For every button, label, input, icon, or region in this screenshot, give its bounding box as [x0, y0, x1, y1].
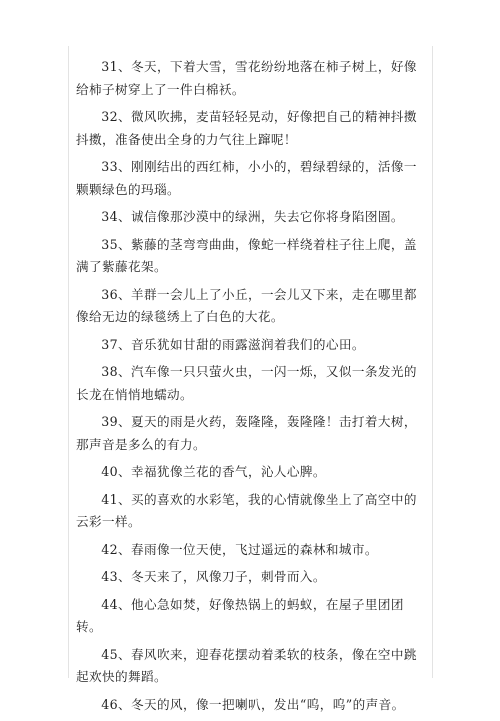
- list-item: 31、冬天，下着大雪，雪花纷纷地落在柿子树上，好像给柿子树穿上了一件白棉袄。: [76, 59, 417, 97]
- list-item: 36、羊群一会儿上了小丘，一会儿又下来，走在哪里都像给无边的绿毯绣上了白色的大花。: [76, 286, 417, 324]
- list-item: 33、刚刚结出的西红柿，小小的，碧绿碧绿的，活像一颗颗绿色的玛瑙。: [76, 159, 417, 197]
- list-item: 43、冬天来了，风像刀子，刺骨而入。: [101, 569, 326, 584]
- left-margin-rule: [68, 46, 69, 678]
- list-item: 45、春风吹来，迎春花摆动着柔软的枝条，像在空中跳起欢快的舞蹈。: [76, 646, 417, 684]
- right-margin-rule: [432, 46, 433, 678]
- list-item: 42、春雨像一位天使，飞过遥远的森林和城市。: [101, 541, 378, 557]
- list-item: 37、音乐犹如甘甜的雨露滋润着我们的心田。: [101, 336, 365, 352]
- list-item: 32、微风吹拂，麦苗轻轻晃动，好像把自己的精神抖擞抖擞，准备使出全身的力气往上蹿呢！: [76, 109, 417, 147]
- list-item: 46、冬天的风，像一把喇叭，发出“呜，呜”的声音。: [101, 696, 405, 712]
- list-item: 40、幸福犹像兰花的香气，沁人心脾。: [101, 464, 326, 479]
- list-item: 41、买的喜欢的水彩笔，我的心情就像坐上了高空中的云彩一样。: [76, 491, 417, 529]
- list-item: 39、夏天的雨是火药，轰隆隆，轰隆隆！击打着大树，那声音是多么的有力。: [76, 414, 417, 452]
- document-body: [76, 56, 426, 721]
- list-item: 35、紫藤的茎弯弯曲曲，像蛇一样绕着柱子往上爬，盖满了紫藤花架。: [76, 236, 417, 274]
- list-item: 34、诚信像那沙漠中的绿洲，失去它你将身陷囹圄。: [101, 209, 404, 224]
- list-item: 38、汽车像一只只萤火虫，一闪一烁，又似一条发光的长龙在悄悄地蠕动。: [76, 364, 417, 402]
- list-item: 44、他心急如焚，好像热锅上的蚂蚁，在屋子里团团转。: [76, 596, 404, 634]
